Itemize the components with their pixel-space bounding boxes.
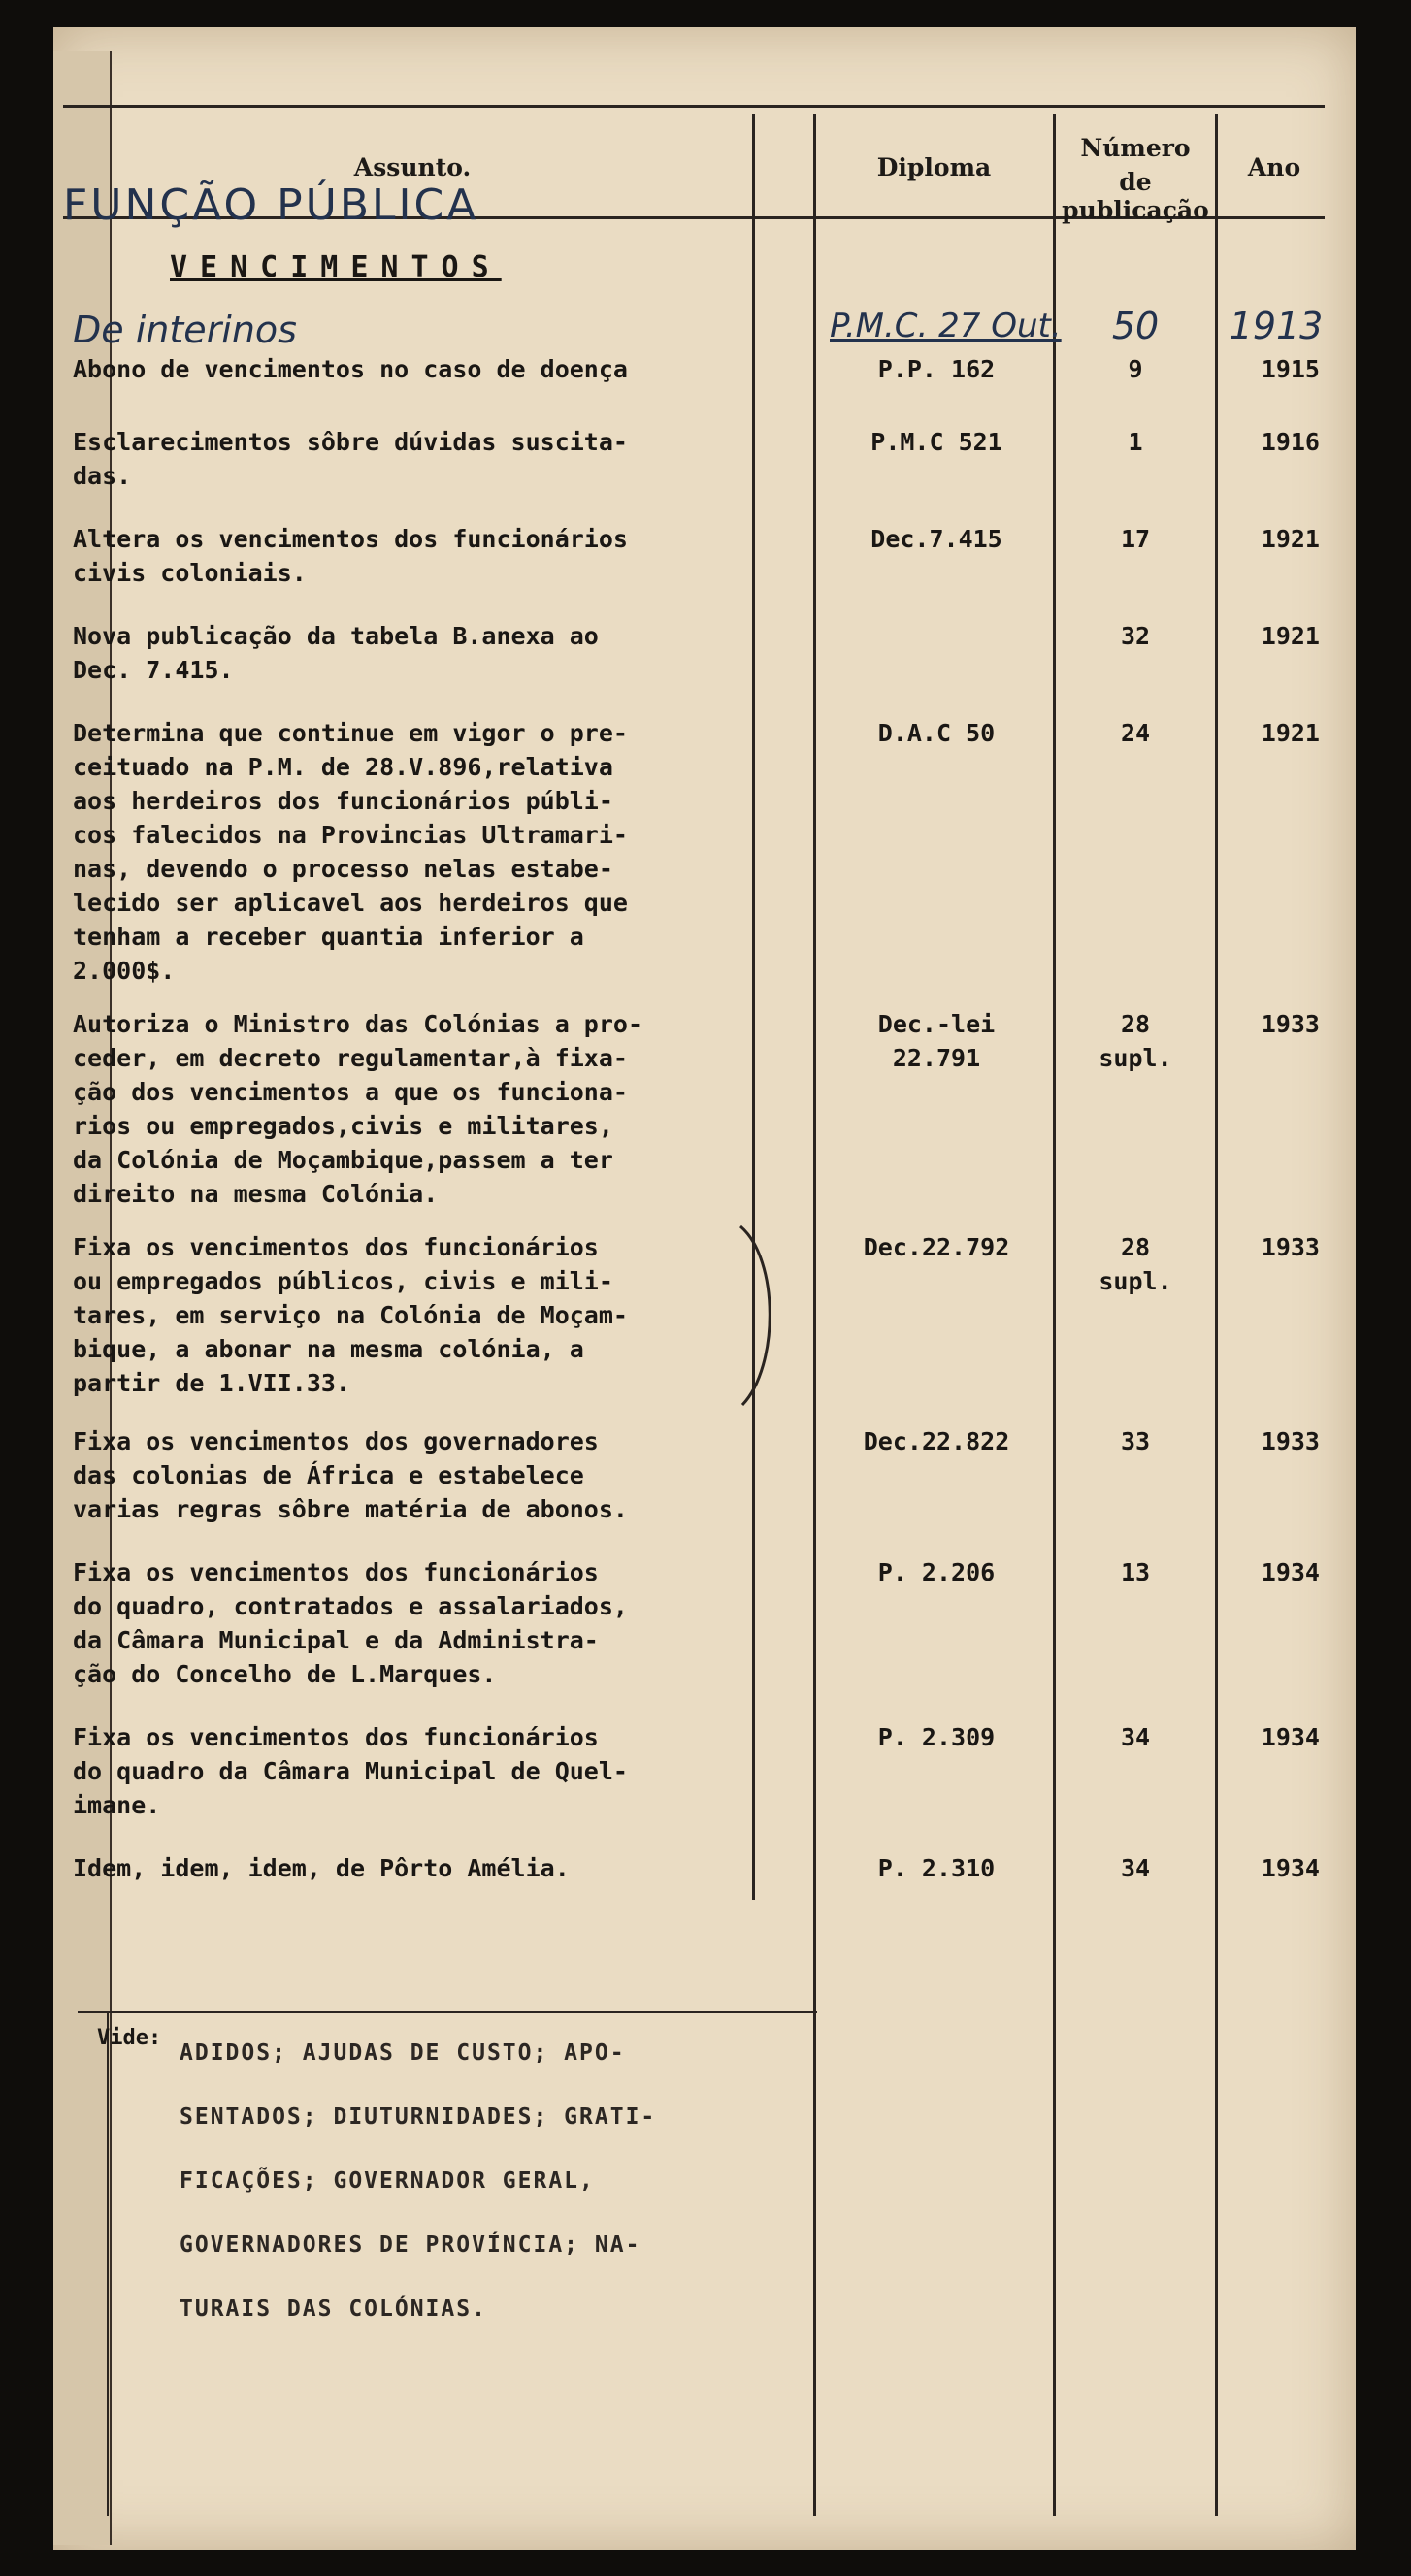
entry-ano: 1933 <box>1261 1427 1320 1455</box>
ledger-page <box>53 27 1356 2550</box>
entry-numero: 13 <box>1120 1558 1151 1586</box>
entry-diploma: P.M.C 521 <box>870 428 1002 456</box>
bracket-mark <box>733 1221 791 1415</box>
entry-ano: 1921 <box>1261 622 1320 650</box>
entry-ano: 1934 <box>1261 1558 1320 1586</box>
header-numero-line2: de publicação <box>1062 168 1209 224</box>
entry-assunto: Fixa os vencimentos dos funcionários do quadro, contratados e assalariados, da Câmara Municipal e da Administra- ção do Concelho de L.Marques. <box>73 1558 628 1688</box>
entry-diploma: Dec.7.415 <box>870 525 1002 553</box>
category-handwritten: FUNÇÃO PÚBLICA <box>63 180 479 230</box>
vide-top-rule <box>78 2011 817 2013</box>
entry-diploma: Dec.22.822 <box>863 1427 1010 1455</box>
entry-numero: 9 <box>1128 355 1143 383</box>
entry-assunto: Idem, idem, idem, de Pôrto Amélia. <box>73 1854 570 1882</box>
vide-references: ADIDOS; AJUDAS DE CUSTO; APO- SENTADOS; DIUTURNIDADES; GRATI- FICAÇÕES; GOVERNADOR GERAL, GOVERNADORES DE PROVÍNCIA; NA- TURAIS DAS COLÓNIAS. <box>180 2040 657 2322</box>
header-diploma: Diploma <box>876 153 992 181</box>
handwritten-row-diploma: P.M.C. 27 Out. <box>830 307 1062 345</box>
entry-numero: 28 supl. <box>1099 1233 1172 1295</box>
header-ano: Ano <box>1247 153 1301 181</box>
handwritten-row-assunto: De interinos <box>73 309 297 351</box>
entry-diploma: P. 2.309 <box>877 1723 996 1751</box>
entry-assunto: Determina que continue em vigor o pre- ceituado na P.M. de 28.V.896,relativa aos herdeiros dos funcionários públi- cos falecidos na Provincias Ultramari- nas, devendo o processo nelas estabe- lecido ser aplicavel aos herdeiros que tenham a receber quantia inferior a 2.000$. <box>73 719 628 985</box>
column-divider-ano <box>1215 114 1218 2516</box>
header-numero-line1: Número <box>1080 134 1191 162</box>
entry-ano: 1933 <box>1261 1010 1320 1038</box>
entry-diploma: Dec.-lei 22.791 <box>877 1010 996 1072</box>
entry-assunto: Altera os vencimentos dos funcionários civis coloniais. <box>73 525 628 587</box>
column-divider-numero <box>1053 114 1056 2516</box>
entry-numero: 24 <box>1120 719 1151 747</box>
entry-ano: 1921 <box>1261 525 1320 553</box>
entry-ano: 1915 <box>1261 355 1320 383</box>
subject-title: VENCIMENTOS <box>170 250 502 284</box>
vide-label: Vide: <box>97 2026 162 2050</box>
entry-diploma: P. 2.310 <box>877 1854 996 1882</box>
entry-assunto: Fixa os vencimentos dos funcionários ou empregados públicos, civis e mili- tares, em serviço na Colónia de Moçam- bique, a abonar na mesma colónia, a partir de 1.VII.33. <box>73 1233 628 1397</box>
handwritten-row-ano: 1913 <box>1229 305 1324 347</box>
handwritten-row-numero: 50 <box>1111 305 1160 347</box>
entry-ano: 1933 <box>1261 1233 1320 1261</box>
entry-ano: 1934 <box>1261 1854 1320 1882</box>
entry-assunto: Fixa os vencimentos dos funcionários do quadro da Câmara Municipal de Quel- imane. <box>73 1723 628 1819</box>
column-divider-diploma <box>813 114 816 2516</box>
entry-assunto: Abono de vencimentos no caso de doença <box>73 355 628 383</box>
entry-numero: 33 <box>1120 1427 1151 1455</box>
vide-left-rule <box>107 2011 109 2516</box>
entry-numero: 1 <box>1128 428 1143 456</box>
entry-numero: 28 supl. <box>1099 1010 1172 1072</box>
entry-assunto: Esclarecimentos sôbre dúvidas suscita- das. <box>73 428 628 490</box>
entry-diploma: P.P. 162 <box>877 355 996 383</box>
entry-assunto: Autoriza o Ministro das Colónias a pro- ceder, em decreto regulamentar,à fixa- ção dos vencimentos a que os funciona- rios ou empregados,civis e militares, da Colónia de Moçambique,passem a ter direito na mesma Colónia. <box>73 1010 642 1208</box>
entry-diploma: Dec.22.792 <box>863 1233 1010 1261</box>
entry-numero: 32 <box>1120 622 1151 650</box>
entry-ano: 1916 <box>1261 428 1320 456</box>
entry-numero: 34 <box>1120 1723 1151 1751</box>
entry-assunto: Fixa os vencimentos dos governadores das colonias de África e estabelece varias regras sôbre matéria de abonos. <box>73 1427 628 1523</box>
column-divider-assunto <box>752 114 755 1900</box>
entry-diploma: P. 2.206 <box>877 1558 996 1586</box>
entry-numero: 17 <box>1120 525 1151 553</box>
entry-ano: 1934 <box>1261 1723 1320 1751</box>
entry-numero: 34 <box>1120 1854 1151 1882</box>
top-rule <box>63 105 1325 108</box>
header-assunto: Assunto. <box>353 153 472 181</box>
entry-ano: 1921 <box>1261 719 1320 747</box>
entry-assunto: Nova publicação da tabela B.anexa ao Dec. 7.415. <box>73 622 599 684</box>
entry-diploma: D.A.C 50 <box>877 719 996 747</box>
